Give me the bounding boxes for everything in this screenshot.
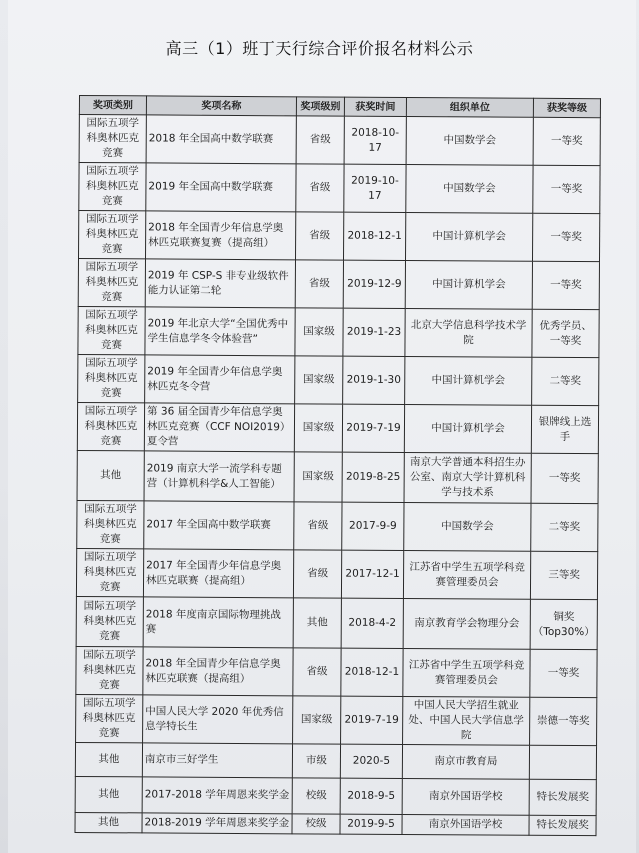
level-cell: 省级 bbox=[294, 502, 342, 550]
award-name-cell: 2019 年北京大学“全国优秀中学生信息学冬令体验营” bbox=[145, 307, 295, 356]
organizer-cell: 南京大学普通本科招生办公室、南京大学计算机科学与技术系 bbox=[404, 452, 531, 503]
category-cell: 国际五项学科奥林匹克竞赛 bbox=[76, 646, 143, 694]
table-row bbox=[75, 742, 596, 779]
award-grade-cell: 银牌线上选手 bbox=[531, 405, 598, 453]
organizer-cell: 南京外国语学校 bbox=[402, 814, 529, 835]
category-cell: 其他 bbox=[75, 812, 142, 832]
organizer-cell: 中国数学会 bbox=[406, 117, 533, 166]
organizer-cell: 中国计算机学会 bbox=[405, 212, 532, 261]
award-grade-cell: 优秀学员、一等奖 bbox=[532, 309, 599, 357]
awards-table bbox=[74, 95, 601, 836]
level-cell: 省级 bbox=[296, 116, 344, 164]
category-cell: 国际五项学科奥林匹克竞赛 bbox=[77, 402, 144, 450]
category-cell: 国际五项学科奥林匹克竞赛 bbox=[78, 306, 145, 354]
award-name-cell: 2018 年全国青少年信息学奥林匹克联赛复赛（提高组） bbox=[145, 211, 295, 260]
organizer-cell: 江苏省中学生五项学科竞赛管理委员会 bbox=[403, 648, 530, 697]
award-grade-cell: 二等奖 bbox=[532, 357, 599, 405]
table-row bbox=[76, 694, 597, 745]
level-cell: 省级 bbox=[295, 212, 343, 260]
category-cell: 国际五项学科奥林匹克竞赛 bbox=[78, 354, 145, 402]
award-name-cell: 2018 年全国青少年信息学奥林匹克联赛（提高组） bbox=[143, 647, 293, 696]
organizer-cell: 江苏省中学生五项学科竞赛管理委员会 bbox=[403, 550, 530, 599]
table-row bbox=[76, 548, 597, 599]
level-cell: 省级 bbox=[293, 648, 341, 696]
award-grade-cell: 特长发展奖 bbox=[529, 815, 596, 835]
date-cell: 2019-1-30 bbox=[343, 356, 405, 404]
date-cell: 2019-8-25 bbox=[342, 452, 404, 502]
table-row bbox=[79, 115, 600, 166]
date-cell: 2018-9-5 bbox=[340, 778, 402, 814]
level-cell: 国家级 bbox=[294, 452, 342, 502]
level-cell: 校级 bbox=[292, 814, 340, 834]
category-cell: 国际五项学科奥林匹克竞赛 bbox=[78, 259, 145, 307]
organizer-cell: 中国计算机学会 bbox=[405, 260, 532, 309]
award-name-cell: 2017 年全国高中数学联赛 bbox=[144, 501, 294, 550]
award-grade-cell: 一等奖 bbox=[530, 649, 597, 697]
organizer-cell: 北京大学信息科学技术学院 bbox=[405, 308, 532, 357]
date-cell: 2019-9-5 bbox=[340, 814, 402, 834]
award-grade-cell: 一等奖 bbox=[533, 117, 600, 165]
organizer-cell: 中国计算机学会 bbox=[404, 404, 531, 453]
table-row bbox=[77, 450, 598, 503]
table-row bbox=[78, 306, 599, 357]
organizer-cell: 南京市教育局 bbox=[402, 744, 529, 779]
level-cell: 省级 bbox=[296, 164, 344, 212]
date-cell: 2018-10-17 bbox=[344, 116, 406, 164]
table-row bbox=[79, 163, 600, 214]
date-cell: 2018-12-1 bbox=[343, 212, 405, 260]
date-cell: 2019-7-19 bbox=[341, 696, 403, 744]
award-name-cell: 2019 年 CSP-S 非专业级软件能力认证第二轮 bbox=[145, 259, 295, 308]
organizer-cell: 南京外国语学校 bbox=[402, 778, 529, 815]
award-name-cell: 2018-2019 学年周恩来奖学金 bbox=[142, 813, 292, 834]
organizer-cell: 中国计算机学会 bbox=[405, 356, 532, 405]
level-cell: 市级 bbox=[292, 744, 340, 778]
level-cell: 其他 bbox=[293, 598, 341, 648]
date-cell: 2019-1-23 bbox=[343, 308, 405, 356]
award-name-cell: 2018 年全国高中数学联赛 bbox=[146, 115, 296, 164]
award-name-cell: 2017-2018 学年周恩来奖学金 bbox=[142, 777, 292, 814]
category-cell: 国际五项学科奥林匹克竞赛 bbox=[76, 548, 143, 596]
level-cell: 国家级 bbox=[294, 404, 342, 452]
level-cell: 省级 bbox=[293, 550, 341, 598]
category-cell: 其他 bbox=[75, 742, 142, 776]
table-row bbox=[79, 211, 600, 262]
date-cell: 2019-12-9 bbox=[343, 260, 405, 308]
category-cell: 国际五项学科奥林匹克竞赛 bbox=[79, 163, 146, 211]
award-grade-cell: 特长发展奖 bbox=[529, 779, 596, 815]
column-header: 组织单位 bbox=[406, 98, 533, 118]
award-name-cell: 2017 年全国青少年信息学奥林匹克联赛（提高组） bbox=[143, 549, 293, 598]
level-cell: 国家级 bbox=[295, 356, 343, 404]
award-name-cell: 2018 年度南京国际物理挑战赛 bbox=[143, 597, 293, 648]
table-row bbox=[76, 596, 597, 649]
date-cell: 2019-7-19 bbox=[342, 404, 404, 452]
award-name-cell: 第 36 届全国青少年信息学奥林匹克竞赛（CCF NOI2019）夏令营 bbox=[144, 403, 294, 452]
award-name-cell: 中国人民大学 2020 年优秀信息学特长生 bbox=[143, 695, 293, 744]
date-cell: 2017-12-1 bbox=[341, 550, 403, 598]
award-grade-cell: 铜奖（Top30%） bbox=[530, 599, 597, 649]
column-header: 奖项级别 bbox=[296, 97, 344, 116]
column-header: 获奖时间 bbox=[344, 97, 406, 116]
category-cell: 国际五项学科奥林匹克竞赛 bbox=[76, 694, 143, 742]
organizer-cell: 中国数学会 bbox=[404, 502, 531, 551]
award-grade-cell: 一等奖 bbox=[531, 453, 598, 503]
column-header: 获奖等级 bbox=[533, 98, 600, 117]
award-grade-cell: 崇德一等奖 bbox=[530, 697, 597, 745]
award-name-cell: 2019 年全国青少年信息学奥林匹克冬令营 bbox=[145, 355, 295, 404]
level-cell: 国家级 bbox=[295, 308, 343, 356]
page-title: 高三（1）班丁天行综合评价报名材料公示 bbox=[165, 39, 474, 58]
organizer-cell: 中国数学会 bbox=[406, 164, 533, 213]
award-grade-cell: 三等奖 bbox=[530, 551, 597, 599]
category-cell: 其他 bbox=[75, 776, 142, 812]
table-row bbox=[77, 402, 598, 453]
award-name-cell: 南京市三好学生 bbox=[142, 743, 292, 778]
category-cell: 国际五项学科奥林匹克竞赛 bbox=[76, 596, 143, 646]
award-grade-cell: 一等奖 bbox=[532, 213, 599, 261]
category-cell: 其他 bbox=[77, 450, 144, 500]
column-header: 奖项类别 bbox=[79, 96, 146, 115]
table-row bbox=[78, 354, 599, 405]
category-cell: 国际五项学科奥林匹克竞赛 bbox=[77, 500, 144, 548]
award-grade-cell bbox=[529, 745, 596, 779]
category-cell: 国际五项学科奥林匹克竞赛 bbox=[79, 115, 146, 163]
level-cell: 国家级 bbox=[293, 696, 341, 744]
date-cell: 2020-5 bbox=[340, 744, 402, 778]
award-name-cell: 2019 年全国高中数学联赛 bbox=[146, 163, 296, 212]
award-grade-cell: 一等奖 bbox=[532, 261, 599, 309]
organizer-cell: 中国人民大学招生就业处、中国人民大学信息学院 bbox=[403, 696, 530, 745]
level-cell: 省级 bbox=[295, 260, 343, 308]
award-grade-cell: 一等奖 bbox=[533, 165, 600, 213]
table-row bbox=[75, 776, 596, 815]
date-cell: 2017-9-9 bbox=[342, 502, 404, 550]
date-cell: 2018-12-1 bbox=[341, 648, 403, 696]
date-cell: 2018-4-2 bbox=[341, 598, 403, 648]
date-cell: 2019-10-17 bbox=[344, 164, 406, 212]
table-row bbox=[75, 812, 596, 835]
table-row bbox=[78, 259, 599, 310]
category-cell: 国际五项学科奥林匹克竞赛 bbox=[79, 211, 146, 259]
level-cell: 校级 bbox=[292, 778, 340, 814]
table-row bbox=[77, 500, 598, 551]
table-row bbox=[76, 646, 597, 697]
award-name-cell: 2019 南京大学一流学科专题营（计算机科学&人工智能） bbox=[144, 451, 294, 502]
column-header: 奖项名称 bbox=[146, 96, 296, 116]
organizer-cell: 南京教育学会物理分会 bbox=[403, 598, 530, 649]
award-grade-cell: 二等奖 bbox=[531, 503, 598, 551]
